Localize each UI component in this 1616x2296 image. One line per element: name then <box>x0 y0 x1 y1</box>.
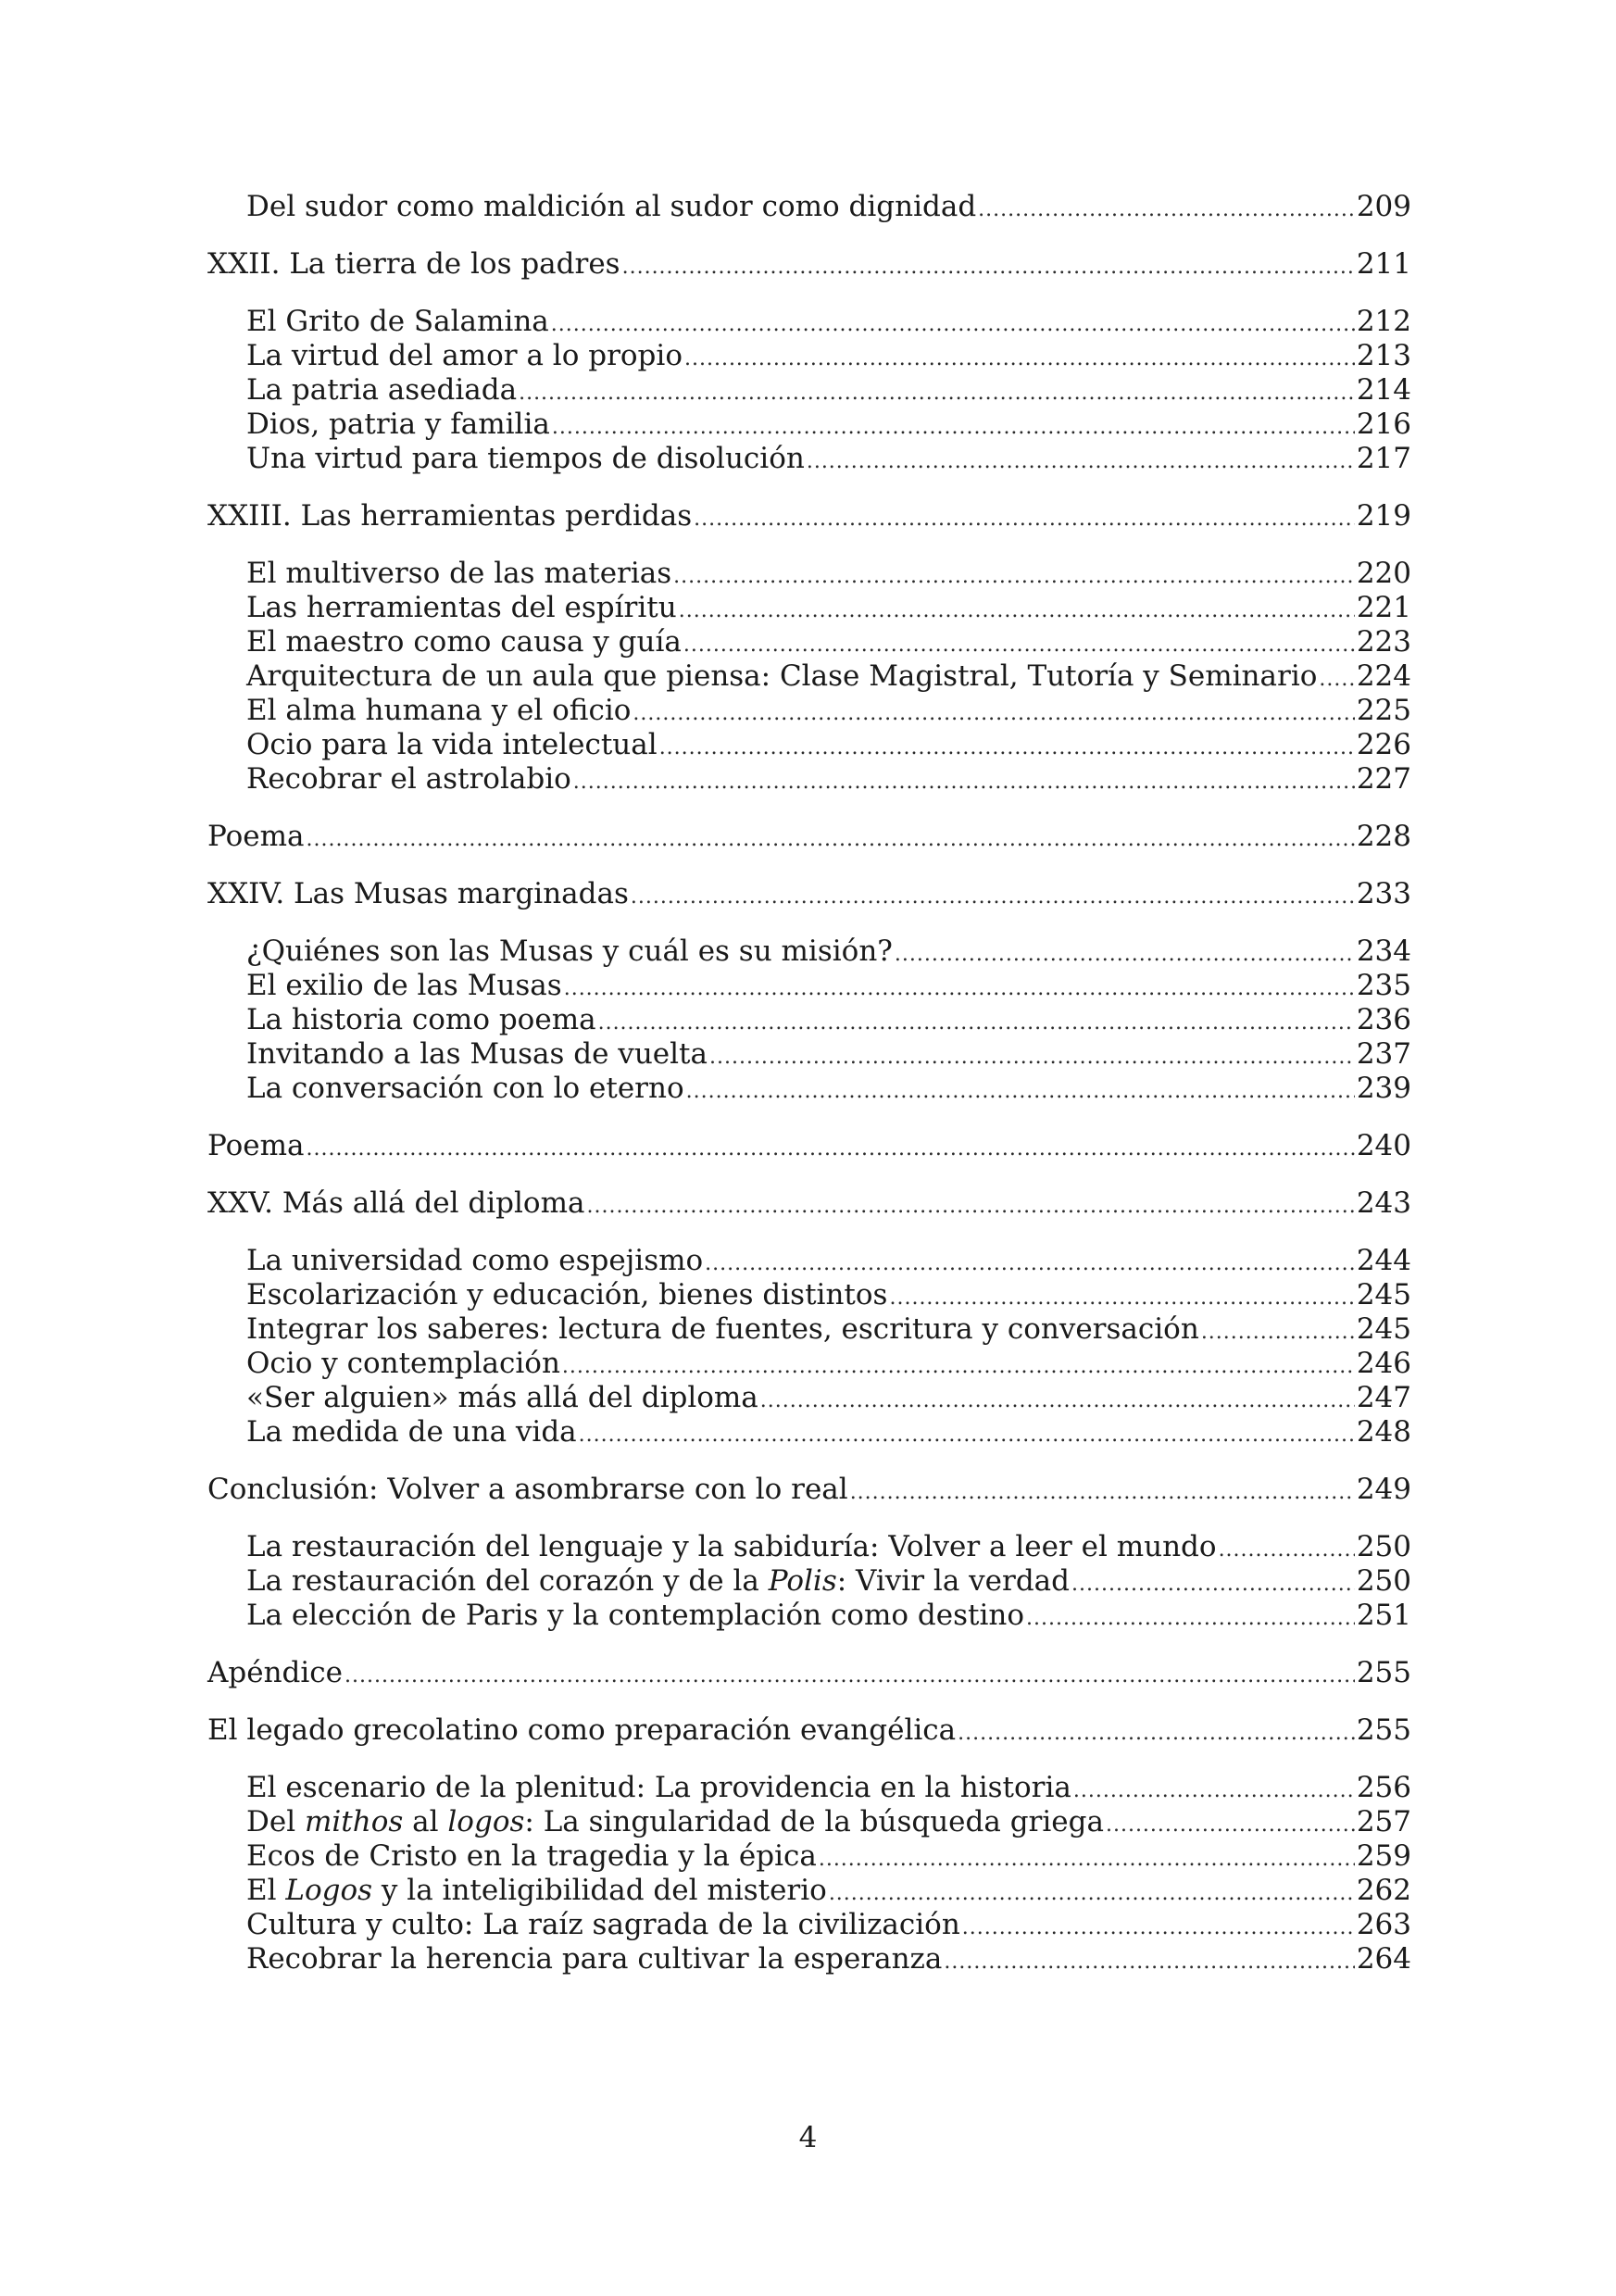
toc-entry-title: El alma humana y el oficio <box>246 694 632 727</box>
toc-entry-title: La patria asediada <box>246 373 518 407</box>
toc-page-number: 223 <box>1356 625 1411 659</box>
toc-page-number: 236 <box>1356 1003 1411 1036</box>
toc-page-number: 220 <box>1356 557 1411 590</box>
toc-entry-title: El multiverso de las materias <box>246 557 672 590</box>
toc-page-number: 240 <box>1356 1129 1411 1162</box>
toc-dot-leader <box>709 1040 1355 1074</box>
toc-entry-title: La elección de Paris y la contemplación como destino <box>246 1599 1024 1632</box>
toc-page-number: 214 <box>1356 373 1411 407</box>
toc-page-number: 237 <box>1356 1037 1411 1071</box>
toc-dot-leader <box>850 1475 1355 1510</box>
toc-entry-title: Conclusión: Volver a asombrarse con lo real <box>207 1473 848 1506</box>
toc-page-number: 243 <box>1356 1186 1411 1220</box>
toc-dot-leader <box>962 1911 1355 1945</box>
toc-entry-title: Recobrar el astrolabio <box>246 762 571 796</box>
toc-chapter-entry <box>207 1713 1411 1748</box>
toc-chapter-entry <box>207 1129 1411 1163</box>
toc-dot-leader <box>684 342 1355 376</box>
toc-page-number: 213 <box>1356 339 1411 372</box>
toc-chapter-entry <box>207 1186 1411 1221</box>
toc-page-number: 225 <box>1356 694 1411 727</box>
toc-page-number: 228 <box>1356 820 1411 853</box>
toc-page-number: 209 <box>1356 190 1411 223</box>
toc-dot-leader <box>519 376 1355 410</box>
toc-entry-title: La restauración del corazón y de la Polis: Vivir la verdad <box>246 1564 1071 1598</box>
toc-dot-leader <box>705 1247 1355 1281</box>
toc-page-number: 249 <box>1356 1473 1411 1506</box>
toc-page-number: 221 <box>1356 591 1411 624</box>
toc-dot-leader <box>562 1349 1355 1384</box>
toc-page-number: 219 <box>1356 499 1411 533</box>
toc-entry-title: Poema <box>207 820 305 853</box>
toc-page-number: 255 <box>1356 1656 1411 1689</box>
toc-entry-title: Del mithos al logos: La singularidad de la búsqueda griega <box>246 1805 1104 1838</box>
toc-page-number: 255 <box>1356 1713 1411 1747</box>
toc-entry-title: La conversación con lo eterno <box>246 1072 684 1105</box>
toc-page-number: 263 <box>1356 1908 1411 1941</box>
toc-dot-leader <box>679 594 1355 628</box>
toc-subentry <box>207 1771 1411 1805</box>
toc-dot-leader <box>978 193 1355 227</box>
toc-entry-title: Arquitectura de un aula que piensa: Clase Magistral, Tutoría y Seminario <box>246 659 1318 693</box>
toc-entry-title: Las herramientas del espíritu <box>246 591 677 624</box>
toc-entry-title: XXV. Más allá del diploma <box>207 1186 585 1220</box>
toc-dot-leader <box>622 250 1355 284</box>
toc-entry-title: El escenario de la plenitud: La providencia en la historia <box>246 1771 1071 1804</box>
toc-subentry <box>207 969 1411 1003</box>
toc-entry-title: El maestro como causa y guía <box>246 625 682 659</box>
toc-entry-title: La historia como poema <box>246 1003 596 1036</box>
toc-chapter-entry <box>207 1656 1411 1690</box>
toc-subentry <box>207 1530 1411 1564</box>
toc-subentry <box>207 1415 1411 1449</box>
toc-subentry <box>207 591 1411 625</box>
toc-entry-title: La universidad como espejismo <box>246 1244 704 1277</box>
toc-dot-leader <box>807 445 1355 479</box>
toc-dot-leader <box>564 972 1355 1006</box>
toc-subentry <box>207 1874 1411 1908</box>
toc-entry-title: La medida de una vida <box>246 1415 577 1449</box>
toc-entry-title: ¿Quiénes son las Musas y cuál es su misión? <box>246 935 893 968</box>
toc-dot-leader <box>760 1384 1355 1418</box>
toc-entry-title: El Logos y la inteligibilidad del misterio <box>246 1874 827 1907</box>
toc-chapter-entry <box>207 820 1411 854</box>
toc-subentry <box>207 625 1411 659</box>
toc-page-number: 239 <box>1356 1072 1411 1105</box>
toc-dot-leader <box>1219 1533 1355 1567</box>
toc-dot-leader <box>1071 1567 1355 1601</box>
toc-page-number: 250 <box>1356 1564 1411 1598</box>
toc-chapter-entry <box>207 1473 1411 1507</box>
toc-page-number: 250 <box>1356 1530 1411 1563</box>
toc-subentry <box>207 728 1411 762</box>
toc-page-number: 217 <box>1356 442 1411 475</box>
toc-subentry <box>207 305 1411 339</box>
toc-dot-leader <box>573 765 1355 799</box>
toc-dot-leader <box>1073 1774 1355 1808</box>
toc-subentry <box>207 1805 1411 1839</box>
toc-entry-title: La restauración del lenguaje y la sabiduría: Volver a leer el mundo <box>246 1530 1217 1563</box>
toc-entry-title: XXII. La tierra de los padres <box>207 247 620 281</box>
toc-subentry <box>207 1599 1411 1633</box>
toc-entry-title: Del sudor como maldición al sudor como dignidad <box>246 190 977 223</box>
toc-entry-title: Invitando a las Musas de vuelta <box>246 1037 708 1071</box>
toc-dot-leader <box>1106 1808 1355 1842</box>
toc-subentry <box>207 1244 1411 1278</box>
toc-subentry <box>207 762 1411 797</box>
toc-dot-leader <box>673 559 1355 594</box>
toc-page-number: 235 <box>1356 969 1411 1002</box>
toc-page-number: 251 <box>1356 1599 1411 1632</box>
toc-page-number: 212 <box>1356 305 1411 338</box>
toc-entry-title: Ecos de Cristo en la tragedia y la épica <box>246 1839 817 1873</box>
toc-entry-title: XXIV. Las Musas marginadas <box>207 877 629 910</box>
toc-subentry <box>207 190 1411 224</box>
toc-entry-title: Dios, patria y familia <box>246 408 550 441</box>
toc-dot-leader <box>307 1132 1355 1166</box>
toc-page-number: 226 <box>1356 728 1411 761</box>
toc-dot-leader <box>598 1006 1355 1040</box>
toc-page-number: 247 <box>1356 1381 1411 1414</box>
toc-dot-leader <box>958 1716 1355 1750</box>
toc-subentry <box>207 1278 1411 1312</box>
toc-subentry <box>207 1003 1411 1037</box>
toc-page-number: 233 <box>1356 877 1411 910</box>
toc-entry-title: Ocio para la vida intelectual <box>246 728 658 761</box>
toc-subentry <box>207 1072 1411 1106</box>
toc-entry-title: El Grito de Salamina <box>246 305 549 338</box>
toc-page-number: 216 <box>1356 408 1411 441</box>
toc-entry-title: Ocio y contemplación <box>246 1347 560 1380</box>
toc-entry-title: El legado grecolatino como preparación evangélica <box>207 1713 957 1747</box>
toc-page-number: 248 <box>1356 1415 1411 1449</box>
toc-page-number: 262 <box>1356 1874 1411 1907</box>
toc-dot-leader <box>1201 1315 1355 1349</box>
toc-dot-leader <box>631 880 1355 914</box>
toc-subentry <box>207 1381 1411 1415</box>
table-of-contents <box>207 190 1411 1976</box>
toc-entry-title: Integrar los saberes: lectura de fuentes, escritura y conversación <box>246 1312 1199 1346</box>
toc-page-number: 245 <box>1356 1278 1411 1311</box>
toc-entry-title: Escolarización y educación, bienes distintos <box>246 1278 888 1311</box>
toc-dot-leader <box>889 1281 1354 1315</box>
toc-subentry <box>207 1347 1411 1381</box>
toc-entry-title: El exilio de las Musas <box>246 969 562 1002</box>
toc-page-number: 211 <box>1356 247 1411 281</box>
toc-entry-title: Una virtud para tiempos de disolución <box>246 442 805 475</box>
toc-chapter-entry <box>207 877 1411 911</box>
toc-dot-leader <box>552 410 1355 445</box>
toc-dot-leader <box>694 502 1355 536</box>
toc-dot-leader <box>944 1945 1354 1979</box>
toc-dot-leader <box>586 1189 1354 1223</box>
toc-dot-leader <box>829 1876 1355 1911</box>
toc-entry-title: Recobrar la herencia para cultivar la esperanza <box>246 1942 943 1976</box>
toc-subentry <box>207 1037 1411 1072</box>
toc-subentry <box>207 408 1411 442</box>
toc-chapter-entry <box>207 499 1411 533</box>
toc-dot-leader <box>895 937 1355 972</box>
toc-entry-title: La virtud del amor a lo propio <box>246 339 683 372</box>
toc-dot-leader <box>551 307 1355 342</box>
toc-subentry <box>207 935 1411 969</box>
toc-dot-leader <box>307 822 1355 857</box>
toc-page-number: 244 <box>1356 1244 1411 1277</box>
page-number: 4 <box>798 2121 818 2154</box>
toc-entry-title: Cultura y culto: La raíz sagrada de la civilización <box>246 1908 960 1941</box>
toc-entry-title: XXIII. Las herramientas perdidas <box>207 499 693 533</box>
toc-dot-leader <box>659 731 1355 765</box>
toc-subentry <box>207 339 1411 373</box>
toc-page-number: 259 <box>1356 1839 1411 1873</box>
toc-subentry <box>207 1564 1411 1599</box>
toc-dot-leader <box>344 1659 1355 1693</box>
toc-subentry <box>207 694 1411 728</box>
toc-subentry <box>207 442 1411 476</box>
toc-dot-leader <box>683 628 1355 662</box>
toc-page-number: 256 <box>1356 1771 1411 1804</box>
toc-entry-title: Poema <box>207 1129 305 1162</box>
toc-page-number: 227 <box>1356 762 1411 796</box>
toc-page-number: 257 <box>1356 1805 1411 1838</box>
toc-chapter-entry <box>207 247 1411 282</box>
toc-page-number: 264 <box>1356 1942 1411 1976</box>
toc-page-number: 234 <box>1356 935 1411 968</box>
toc-page-number: 245 <box>1356 1312 1411 1346</box>
toc-subentry <box>207 557 1411 591</box>
toc-dot-leader <box>686 1074 1355 1109</box>
toc-subentry <box>207 373 1411 408</box>
toc-dot-leader <box>1026 1601 1355 1636</box>
toc-page-number: 224 <box>1356 659 1411 693</box>
toc-dot-leader <box>579 1418 1355 1452</box>
toc-dot-leader <box>819 1842 1355 1876</box>
toc-subentry <box>207 1312 1411 1347</box>
toc-subentry <box>207 659 1411 694</box>
toc-entry-title: Apéndice <box>207 1656 344 1689</box>
toc-dot-leader <box>1319 662 1354 696</box>
toc-dot-leader <box>633 696 1354 731</box>
toc-entry-title: «Ser alguien» más allá del diploma <box>246 1381 758 1414</box>
toc-page-number: 246 <box>1356 1347 1411 1380</box>
toc-subentry <box>207 1942 1411 1976</box>
toc-subentry <box>207 1908 1411 1942</box>
toc-subentry <box>207 1839 1411 1874</box>
